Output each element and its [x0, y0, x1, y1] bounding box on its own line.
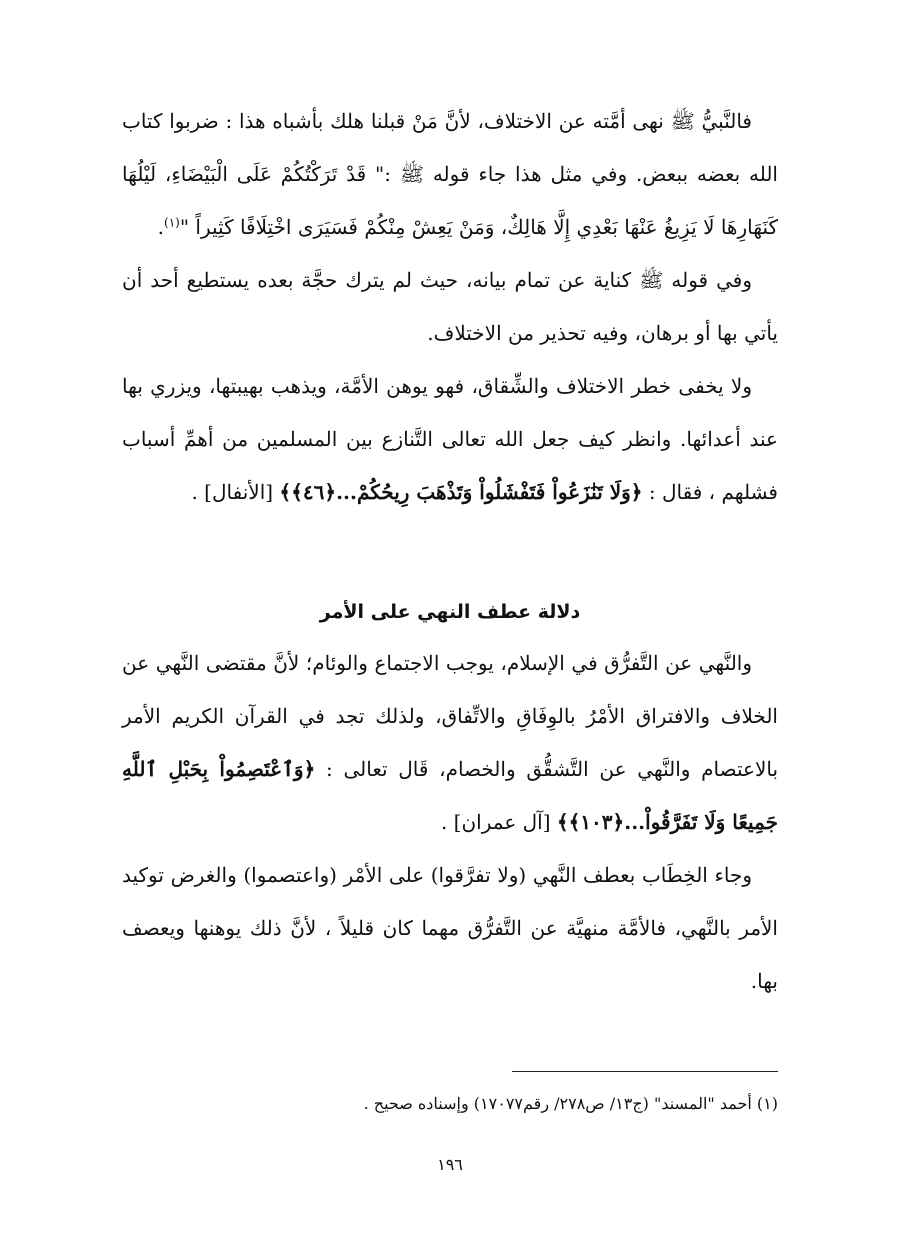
paragraph-hadith: [122, 95, 778, 254]
section-2-body: [122, 637, 778, 1008]
section-1-body: [122, 95, 778, 519]
verse-source-anfal: [الأنفال] .: [191, 480, 274, 504]
paragraph-prohibition: [122, 637, 778, 849]
paragraph-conjunction: وجاء الخِطَاب بعطف النَّهي (ولا تفرَّقوا) على الأمْر (واعتصموا) والغرض توكيد الأمر بالنَّهي، فالأمَّة منهيَّة عن التَّفرُّق مهما كان قليلاً ، لأنَّ ذلك يوهنها ويعصف بها.: [122, 863, 778, 993]
paragraph-warning: [122, 360, 778, 519]
paragraph-prohibition-text: والنَّهي عن التَّفرُّق في الإسلام، يوجب الاجتماع والوئام؛ لأنَّ مقتضى النَّهي عن الخلاف والافتراق الأمْرُ بالوِفَاقِ والاتِّفاق، ولذلك تجد في القرآن الكريم الأمر بالاعتصام والنَّهي عن التَّشقُّق والخصام، قَال تعالى :: [122, 651, 779, 781]
footnote: (١) أحمد "المسند" (ج١٣/ ص٢٧٨/ رقم١٧٠٧٧) وإسناده صحيح .: [363, 1094, 778, 1113]
paragraph-warning-text: ولا يخفى خطر الاختلاف والشِّقاق، فهو يوهن الأمَّة، ويذهب بهيبتها، ويزري بها عند أعدائها. وانظر كيف جعل الله تعالى التَّنازع بين المسلمين من أهمِّ أسباب فشلهم ، فقال :: [122, 374, 778, 504]
verse-source-al-imran: [آل عمران] .: [440, 810, 551, 834]
page-number: ١٩٦: [437, 1155, 463, 1174]
section-heading: دلالة عطف النهي على الأمر: [319, 601, 581, 623]
quran-verse-anfal: ﴿وَلَا تَنَٰزَعُواْ فَتَفْشَلُواْ وَتَذْهَبَ رِيحُكُمْ...﴿٤٦﴾﴾: [279, 480, 643, 504]
paragraph-explanation: وفي قوله ﷺ كناية عن تمام بيانه، حيث لم يترك حجَّة بعده يستطيع أحد أن يأتي بها أو برهان، وفيه تحذير من الاختلاف.: [122, 268, 778, 345]
paragraph-hadith-end: .: [157, 215, 165, 239]
paragraph-hadith-text: فالنَّبيُّ ﷺ نهى أمَّته عن الاختلاف، لأنَّ مَنْ قبلنا هلك بأشباه هذا : ضربوا كتاب الله بعضه ببعض. وفي مثل هذا جاء قوله ﷺ :" قَدْ تَرَكْتُكُمْ عَلَى الْبَيْضَاءِ، لَيْلُهَا كَنَهَارِهَا لَا يَزِيغُ عَنْهَا بَعْدِي إِلَّا هَالِكٌ، وَمَنْ يَعِشْ مِنْكُمْ فَسَيَرَى اخْتِلَافًا كَثِيراً ": [122, 109, 778, 239]
footnote-divider: [512, 1071, 778, 1072]
footnote-reference: (١): [164, 215, 180, 230]
quran-verse-al-imran: ﴿وَٱعْتَصِمُواْ بِحَبْلِ ٱللَّهِ جَمِيعًا وَلَا تَفَرَّقُواْ...﴿١٠٣﴾﴾: [122, 757, 778, 834]
